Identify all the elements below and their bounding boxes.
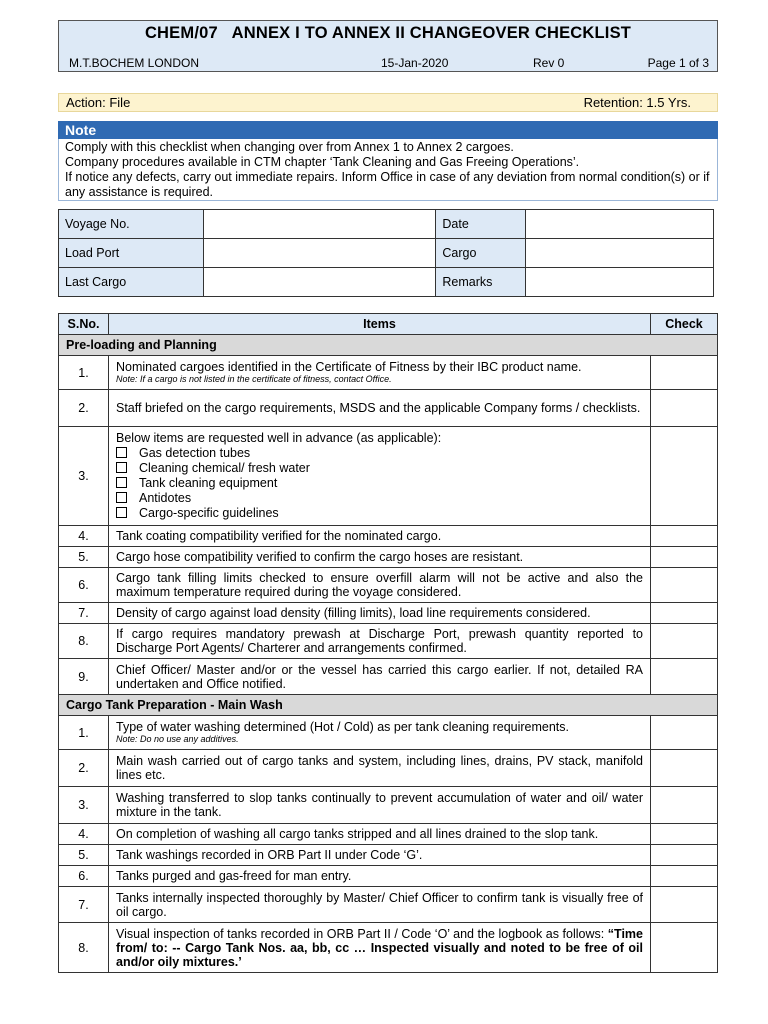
table-row — [59, 887, 718, 923]
page-number: Page 1 of 3 — [647, 56, 709, 70]
item-number: 5. — [59, 547, 109, 568]
item-number: 5. — [59, 845, 109, 866]
col-sno-header: S.No. — [59, 314, 109, 335]
table-row — [59, 390, 718, 427]
item-number: 3. — [59, 787, 109, 824]
date-label: Date — [436, 210, 526, 239]
load-port-field[interactable] — [203, 239, 436, 268]
section-heading: Cargo Tank Preparation - Main Wash — [59, 695, 718, 716]
item-text: Tanks internally inspected thoroughly by Master/ Chief Officer to confirm tank is visually free of oil cargo. — [109, 887, 651, 923]
table-row — [59, 547, 718, 568]
table-row — [59, 603, 718, 624]
option-item: Antidotes — [116, 491, 643, 506]
remarks-field[interactable] — [526, 268, 714, 297]
item-text: Nominated cargoes identified in the Certificate of Fitness by their IBC product name. Note: If a cargo is not listed in the certificate of fitness, contact Office. — [109, 356, 651, 390]
checkbox-icon[interactable] — [116, 507, 127, 518]
check-cell[interactable] — [651, 427, 718, 526]
item-note: Note: Do no use any additives. — [116, 734, 239, 744]
document-header — [58, 20, 718, 72]
check-cell[interactable] — [651, 390, 718, 427]
checkbox-icon[interactable] — [116, 492, 127, 503]
item-number: 1. — [59, 716, 109, 750]
item-number: 8. — [59, 624, 109, 659]
item-number: 8. — [59, 923, 109, 973]
table-row — [59, 427, 718, 526]
item-number: 3. — [59, 427, 109, 526]
item-text: Chief Officer/ Master and/or or the vessel has carried this cargo earlier. If not, detailed RA undertaken and Office notified. — [109, 659, 651, 695]
option-item: Gas detection tubes — [116, 446, 643, 461]
check-cell[interactable] — [651, 750, 718, 787]
section-heading: Pre-loading and Planning — [59, 335, 718, 356]
item-text: On completion of washing all cargo tanks stripped and all lines drained to the slop tank. — [109, 824, 651, 845]
item-text: Cargo hose compatibility verified to confirm the cargo hoses are resistant. — [109, 547, 651, 568]
check-cell[interactable] — [651, 659, 718, 695]
note-body — [58, 139, 718, 201]
item-text: Main wash carried out of cargo tanks and system, including lines, drains, PV stack, manifold lines etc. — [109, 750, 651, 787]
date-field[interactable] — [526, 210, 714, 239]
check-cell[interactable] — [651, 716, 718, 750]
item-number: 7. — [59, 603, 109, 624]
check-cell[interactable] — [651, 624, 718, 659]
item-number: 1. — [59, 356, 109, 390]
note-line: Company procedures available in CTM chapter ‘Tank Cleaning and Gas Freeing Operations’. — [65, 155, 580, 169]
company-name: M.T.BOCHEM LONDON — [69, 56, 200, 70]
document-date: 15-Jan-2020 — [381, 56, 449, 70]
load-port-label: Load Port — [59, 239, 204, 268]
check-cell[interactable] — [651, 603, 718, 624]
item-number: 4. — [59, 824, 109, 845]
option-item: Cleaning chemical/ fresh water — [116, 461, 643, 476]
check-cell[interactable] — [651, 568, 718, 603]
last-cargo-field[interactable] — [203, 268, 436, 297]
item-text: Density of cargo against load density (filling limits), load line requirements considered. — [109, 603, 651, 624]
voyage-no-field[interactable] — [203, 210, 436, 239]
item-number: 7. — [59, 887, 109, 923]
table-row — [59, 866, 718, 887]
table-row — [59, 526, 718, 547]
remarks-label: Remarks — [436, 268, 526, 297]
option-item: Cargo-specific guidelines — [116, 506, 643, 521]
checkbox-icon[interactable] — [116, 477, 127, 488]
check-cell[interactable] — [651, 845, 718, 866]
revision: Rev 0 — [533, 56, 565, 70]
item-number: 2. — [59, 390, 109, 427]
action-bar — [58, 93, 718, 112]
item-text: Tank coating compatibility verified for the nominated cargo. — [109, 526, 651, 547]
document-title: CHEM/07 ANNEX I TO ANNEX II CHANGEOVER CHECKLIST — [144, 24, 632, 42]
check-cell[interactable] — [651, 787, 718, 824]
voyage-no-label: Voyage No. — [59, 210, 204, 239]
checklist-table — [58, 313, 718, 973]
table-row — [59, 824, 718, 845]
voyage-details-table — [58, 209, 714, 297]
item-note: Note: If a cargo is not listed in the certificate of fitness, contact Office. — [116, 374, 392, 384]
check-cell[interactable] — [651, 866, 718, 887]
note-line: Comply with this checklist when changing over from Annex 1 to Annex 2 cargoes. — [65, 140, 514, 154]
item-text: Cargo tank filling limits checked to ensure overfill alarm will not be active and also the maximum temperature required during the voyage considered. — [109, 568, 651, 603]
item-text: Washing transferred to slop tanks continually to prevent accumulation of water and oil/ water mixture in the tank. — [109, 787, 651, 824]
item-text: Visual inspection of tanks recorded in ORB Part II / Code ‘O’ and the logbook as follows: “Time from/ to: -- Cargo Tank Nos. aa, bb, cc … Inspected visually and noted to be free of oil and/or oily mixtures.’ — [109, 923, 651, 973]
item-text: Tank washings recorded in ORB Part II under Code ‘G’. — [109, 845, 651, 866]
note-heading: Note — [58, 121, 718, 139]
table-row — [59, 659, 718, 695]
item-text: If cargo requires mandatory prewash at Discharge Port, prewash quantity reported to Discharge Port Agents/ Charterer and arrangements confirmed. — [109, 624, 651, 659]
item-text: Type of water washing determined (Hot / Cold) as per tank cleaning requirements. Note: Do no use any additives. — [109, 716, 651, 750]
table-row — [59, 624, 718, 659]
item-number: 6. — [59, 866, 109, 887]
check-cell[interactable] — [651, 356, 718, 390]
item-number: 4. — [59, 526, 109, 547]
item-number: 6. — [59, 568, 109, 603]
item-number: 9. — [59, 659, 109, 695]
option-item: Tank cleaning equipment — [116, 476, 643, 491]
col-items-header: Items — [109, 314, 651, 335]
note-line: If notice any defects, carry out immediate repairs. Inform Office in case of any deviation from normal condition(s) or if any assistance is required. — [65, 170, 710, 199]
item-text: Below items are requested well in advance (as applicable): Gas detection tubes Cleaning chemical/ fresh water Tank cleaning equipment Antidotes Cargo-specific guidelines — [109, 427, 651, 526]
table-row — [59, 750, 718, 787]
check-cell[interactable] — [651, 923, 718, 973]
table-row — [59, 356, 718, 390]
log-entry-text: “Time from/ to: -- Cargo Tank Nos. aa, bb, cc … Inspected visually and noted to be free of oil and/or oily mixtures.’ — [116, 926, 643, 969]
item-text: Staff briefed on the cargo requirements, MSDS and the applicable Company forms / checklists. — [109, 390, 651, 427]
checkbox-icon[interactable] — [116, 462, 127, 473]
check-cell[interactable] — [651, 824, 718, 845]
action-label: Action: File — [66, 95, 131, 110]
table-row — [59, 568, 718, 603]
check-cell[interactable] — [651, 887, 718, 923]
item-number: 2. — [59, 750, 109, 787]
col-check-header: Check — [651, 314, 718, 335]
cargo-label: Cargo — [436, 239, 526, 268]
table-row — [59, 845, 718, 866]
table-row — [59, 716, 718, 750]
retention-label: Retention: 1.5 Yrs. — [583, 95, 691, 110]
cargo-field[interactable] — [526, 239, 714, 268]
check-cell[interactable] — [651, 526, 718, 547]
item-text: Tanks purged and gas-freed for man entry. — [109, 866, 651, 887]
checkbox-icon[interactable] — [116, 447, 127, 458]
table-row — [59, 923, 718, 973]
last-cargo-label: Last Cargo — [59, 268, 204, 297]
check-cell[interactable] — [651, 547, 718, 568]
table-row — [59, 787, 718, 824]
